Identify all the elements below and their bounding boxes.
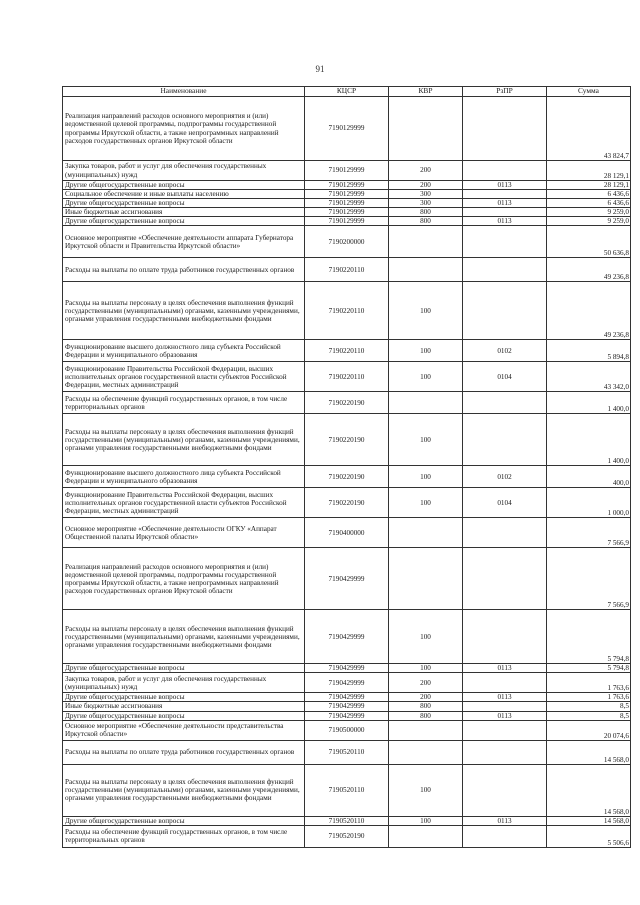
cell-sum: 5 794,8 [547,664,631,673]
cell-rzpr [463,97,547,161]
cell-kvr: 200 [389,673,463,693]
cell-name: Расходы на обеспечение функций государственных органов, в том числе территориальных органов [63,825,305,847]
table-row [63,340,631,362]
cell-kcsr: 7190129999 [305,181,389,190]
table-row [63,518,631,548]
cell-rzpr: 0104 [463,362,547,392]
cell-name: Основное мероприятие «Обеспечение деятельности ОГКУ «Аппарат Общественной палаты Иркутской области» [63,518,305,548]
cell-name: Расходы на выплаты персоналу в целях обеспечения выполнения функций государственными (муниципальными) органами, казенными учреждениями, органами управления государственными внебюджетными фондами [63,414,305,466]
cell-rzpr [463,610,547,664]
cell-kvr: 100 [389,414,463,466]
cell-kvr: 200 [389,693,463,702]
header-kvr: КВР [389,87,463,97]
cell-rzpr: 0113 [463,664,547,673]
cell-kvr: 100 [389,488,463,518]
cell-sum: 6 436,6 [547,190,631,199]
cell-name: Другие общегосударственные вопросы [63,217,305,226]
cell-kvr: 200 [389,181,463,190]
cell-kcsr: 7190129999 [305,190,389,199]
table-row [63,740,631,764]
cell-sum: 400,0 [547,466,631,488]
cell-sum: 43 824,7 [547,97,631,161]
cell-kcsr: 7190429999 [305,673,389,693]
cell-kvr [389,258,463,282]
table-header-row [63,87,631,97]
cell-name: Функционирование высшего должностного лица субъекта Российской Федерации и муниципального образования [63,466,305,488]
cell-kcsr: 7190520110 [305,816,389,825]
table-row [63,466,631,488]
table-row [63,258,631,282]
header-sum: Сумма [547,87,631,97]
cell-name: Расходы на выплаты персоналу в целях обеспечения выполнения функций государственными (муниципальными) органами, казенными учреждениями, органами управления государственными внебюджетными фондами [63,282,305,340]
table-row [63,181,631,190]
cell-rzpr [463,258,547,282]
cell-rzpr: 0102 [463,340,547,362]
cell-sum: 20 074,6 [547,720,631,740]
cell-rzpr [463,161,547,181]
table-row [63,190,631,199]
cell-kvr: 100 [389,282,463,340]
cell-rzpr: 0113 [463,711,547,720]
cell-name: Закупка товаров, работ и услуг для обеспечения государственных (муниципальных) нужд [63,673,305,693]
table-row [63,97,631,161]
cell-kvr [389,740,463,764]
cell-sum: 1 400,0 [547,392,631,414]
table-row [63,720,631,740]
cell-sum: 14 568,0 [547,816,631,825]
cell-kvr: 100 [389,466,463,488]
cell-kvr: 200 [389,161,463,181]
cell-rzpr [463,414,547,466]
cell-kvr: 300 [389,199,463,208]
cell-kcsr: 7190220110 [305,362,389,392]
cell-name: Другие общегосударственные вопросы [63,711,305,720]
cell-name: Функционирование высшего должностного лица субъекта Российской Федерации и муниципального образования [63,340,305,362]
table-row [63,693,631,702]
table-row [63,199,631,208]
cell-sum: 9 259,0 [547,217,631,226]
cell-rzpr [463,190,547,199]
cell-kcsr: 7190429999 [305,711,389,720]
cell-kcsr: 7190220190 [305,466,389,488]
cell-rzpr [463,518,547,548]
cell-name: Другие общегосударственные вопросы [63,664,305,673]
table-row [63,548,631,610]
cell-name: Функционирование Правительства Российской Федерации, высших исполнительных органов государственной власти субъектов Российской Федерации, местных администраций [63,488,305,518]
cell-rzpr [463,740,547,764]
cell-name: Иные бюджетные ассигнования [63,702,305,711]
cell-kvr: 800 [389,217,463,226]
table-row [63,362,631,392]
cell-kcsr: 7190429999 [305,548,389,610]
table-row [63,664,631,673]
cell-sum: 8,5 [547,702,631,711]
table-row [63,161,631,181]
cell-kcsr: 7190429999 [305,664,389,673]
cell-kcsr: 7190220190 [305,392,389,414]
table-row [63,217,631,226]
cell-sum: 9 259,0 [547,208,631,217]
cell-sum: 5 894,8 [547,340,631,362]
cell-kcsr: 7190429999 [305,702,389,711]
cell-sum: 5 794,8 [547,610,631,664]
cell-rzpr: 0113 [463,693,547,702]
cell-name: Расходы на выплаты персоналу в целях обеспечения выполнения функций государственными (муниципальными) органами, казенными учреждениями, органами управления государственными внебюджетными фондами [63,764,305,816]
cell-kvr: 100 [389,664,463,673]
cell-sum: 1 400,0 [547,414,631,466]
cell-name: Основное мероприятие «Обеспечение деятельности представительства Иркутской области» [63,720,305,740]
cell-rzpr: 0113 [463,217,547,226]
cell-name: Другие общегосударственные вопросы [63,816,305,825]
cell-kcsr: 7190129999 [305,199,389,208]
cell-name: Функционирование Правительства Российской Федерации, высших исполнительных органов государственной власти субъектов Российской Федерации, местных администраций [63,362,305,392]
cell-rzpr [463,702,547,711]
cell-rzpr: 0113 [463,199,547,208]
cell-sum: 43 342,0 [547,362,631,392]
cell-rzpr: 0113 [463,181,547,190]
cell-rzpr [463,548,547,610]
cell-name: Основное мероприятие «Обеспечение деятельности аппарата Губернатора Иркутской области и Правительства Иркутской области» [63,226,305,258]
table-row [63,226,631,258]
cell-sum: 8,5 [547,711,631,720]
cell-kvr: 800 [389,702,463,711]
cell-rzpr [463,825,547,847]
cell-kvr [389,392,463,414]
table-row [63,414,631,466]
cell-name: Расходы на выплаты по оплате труда работников государственных органов [63,740,305,764]
cell-kcsr: 7190429999 [305,610,389,664]
cell-kvr: 300 [389,190,463,199]
cell-kvr: 100 [389,764,463,816]
cell-name: Закупка товаров, работ и услуг для обеспечения государственных (муниципальных) нужд [63,161,305,181]
cell-sum: 5 506,6 [547,825,631,847]
cell-rzpr: 0113 [463,816,547,825]
cell-kcsr: 7190220110 [305,258,389,282]
cell-kvr: 100 [389,816,463,825]
cell-kvr [389,226,463,258]
cell-sum: 50 636,8 [547,226,631,258]
table-row [63,392,631,414]
cell-kcsr: 7190129999 [305,97,389,161]
cell-kcsr: 7190520110 [305,740,389,764]
table-row [63,764,631,816]
cell-kvr: 800 [389,208,463,217]
cell-kvr [389,518,463,548]
cell-rzpr [463,720,547,740]
cell-name: Реализация направлений расходов основного мероприятия и (или) ведомственной целевой программы, подпрограммы государственной программы Иркутской области, а также непрограммных направлений расходов государственных органов Иркутской области [63,548,305,610]
cell-kcsr: 7190429999 [305,693,389,702]
cell-name: Другие общегосударственные вопросы [63,199,305,208]
cell-kvr: 800 [389,711,463,720]
cell-kcsr: 7190500000 [305,720,389,740]
cell-rzpr: 0102 [463,466,547,488]
cell-sum: 7 566,9 [547,518,631,548]
cell-sum: 49 236,8 [547,258,631,282]
cell-kcsr: 7190220110 [305,282,389,340]
cell-kcsr: 7190520190 [305,825,389,847]
page-number: 91 [315,64,325,74]
cell-kvr [389,548,463,610]
cell-rzpr [463,208,547,217]
header-rzpr: РзПР [463,87,547,97]
cell-sum: 1 763,6 [547,693,631,702]
cell-kvr [389,720,463,740]
cell-sum: 28 129,1 [547,181,631,190]
table-row [63,816,631,825]
cell-name: Расходы на выплаты по оплате труда работников государственных органов [63,258,305,282]
table-row [63,488,631,518]
cell-rzpr [463,392,547,414]
cell-kcsr: 7190220190 [305,488,389,518]
cell-sum: 49 236,8 [547,282,631,340]
cell-kcsr: 7190129999 [305,208,389,217]
table-row [63,702,631,711]
cell-kcsr: 7190200000 [305,226,389,258]
cell-sum: 1 763,6 [547,673,631,693]
cell-name: Другие общегосударственные вопросы [63,181,305,190]
table-row [63,711,631,720]
cell-sum: 14 568,0 [547,740,631,764]
cell-kcsr: 7190520110 [305,764,389,816]
cell-sum: 1 000,0 [547,488,631,518]
cell-kcsr: 7190129999 [305,217,389,226]
table-row [63,610,631,664]
cell-name: Социальное обеспечение и иные выплаты населению [63,190,305,199]
cell-kcsr: 7190220190 [305,414,389,466]
cell-name: Реализация направлений расходов основного мероприятия и (или) ведомственной целевой программы, подпрограммы государственной программы Иркутской области, а также непрограммных направлений расходов государственных органов Иркутской области [63,97,305,161]
header-kcsr: КЦСР [305,87,389,97]
cell-name: Расходы на выплаты персоналу в целях обеспечения выполнения функций государственными (муниципальными) органами, казенными учреждениями, органами управления государственными внебюджетными фондами [63,610,305,664]
cell-name: Другие общегосударственные вопросы [63,693,305,702]
table-row [63,673,631,693]
header-name: Наименование [63,87,305,97]
cell-rzpr [463,673,547,693]
cell-kvr: 100 [389,362,463,392]
cell-kcsr: 7190129999 [305,161,389,181]
cell-rzpr [463,282,547,340]
cell-sum: 14 568,0 [547,764,631,816]
cell-name: Расходы на обеспечение функций государственных органов, в том числе территориальных органов [63,392,305,414]
cell-sum: 7 566,9 [547,548,631,610]
cell-kvr [389,97,463,161]
cell-kvr: 100 [389,340,463,362]
cell-rzpr [463,764,547,816]
cell-rzpr: 0104 [463,488,547,518]
cell-kvr: 100 [389,610,463,664]
cell-sum: 28 129,1 [547,161,631,181]
cell-kcsr: 7190220110 [305,340,389,362]
budget-table [62,86,631,848]
table-body [63,97,631,848]
table-row [63,282,631,340]
cell-rzpr [463,226,547,258]
cell-kcsr: 7190400000 [305,518,389,548]
table-row [63,825,631,847]
cell-sum: 6 436,6 [547,199,631,208]
cell-kvr [389,825,463,847]
cell-name: Иные бюджетные ассигнования [63,208,305,217]
table-row [63,208,631,217]
